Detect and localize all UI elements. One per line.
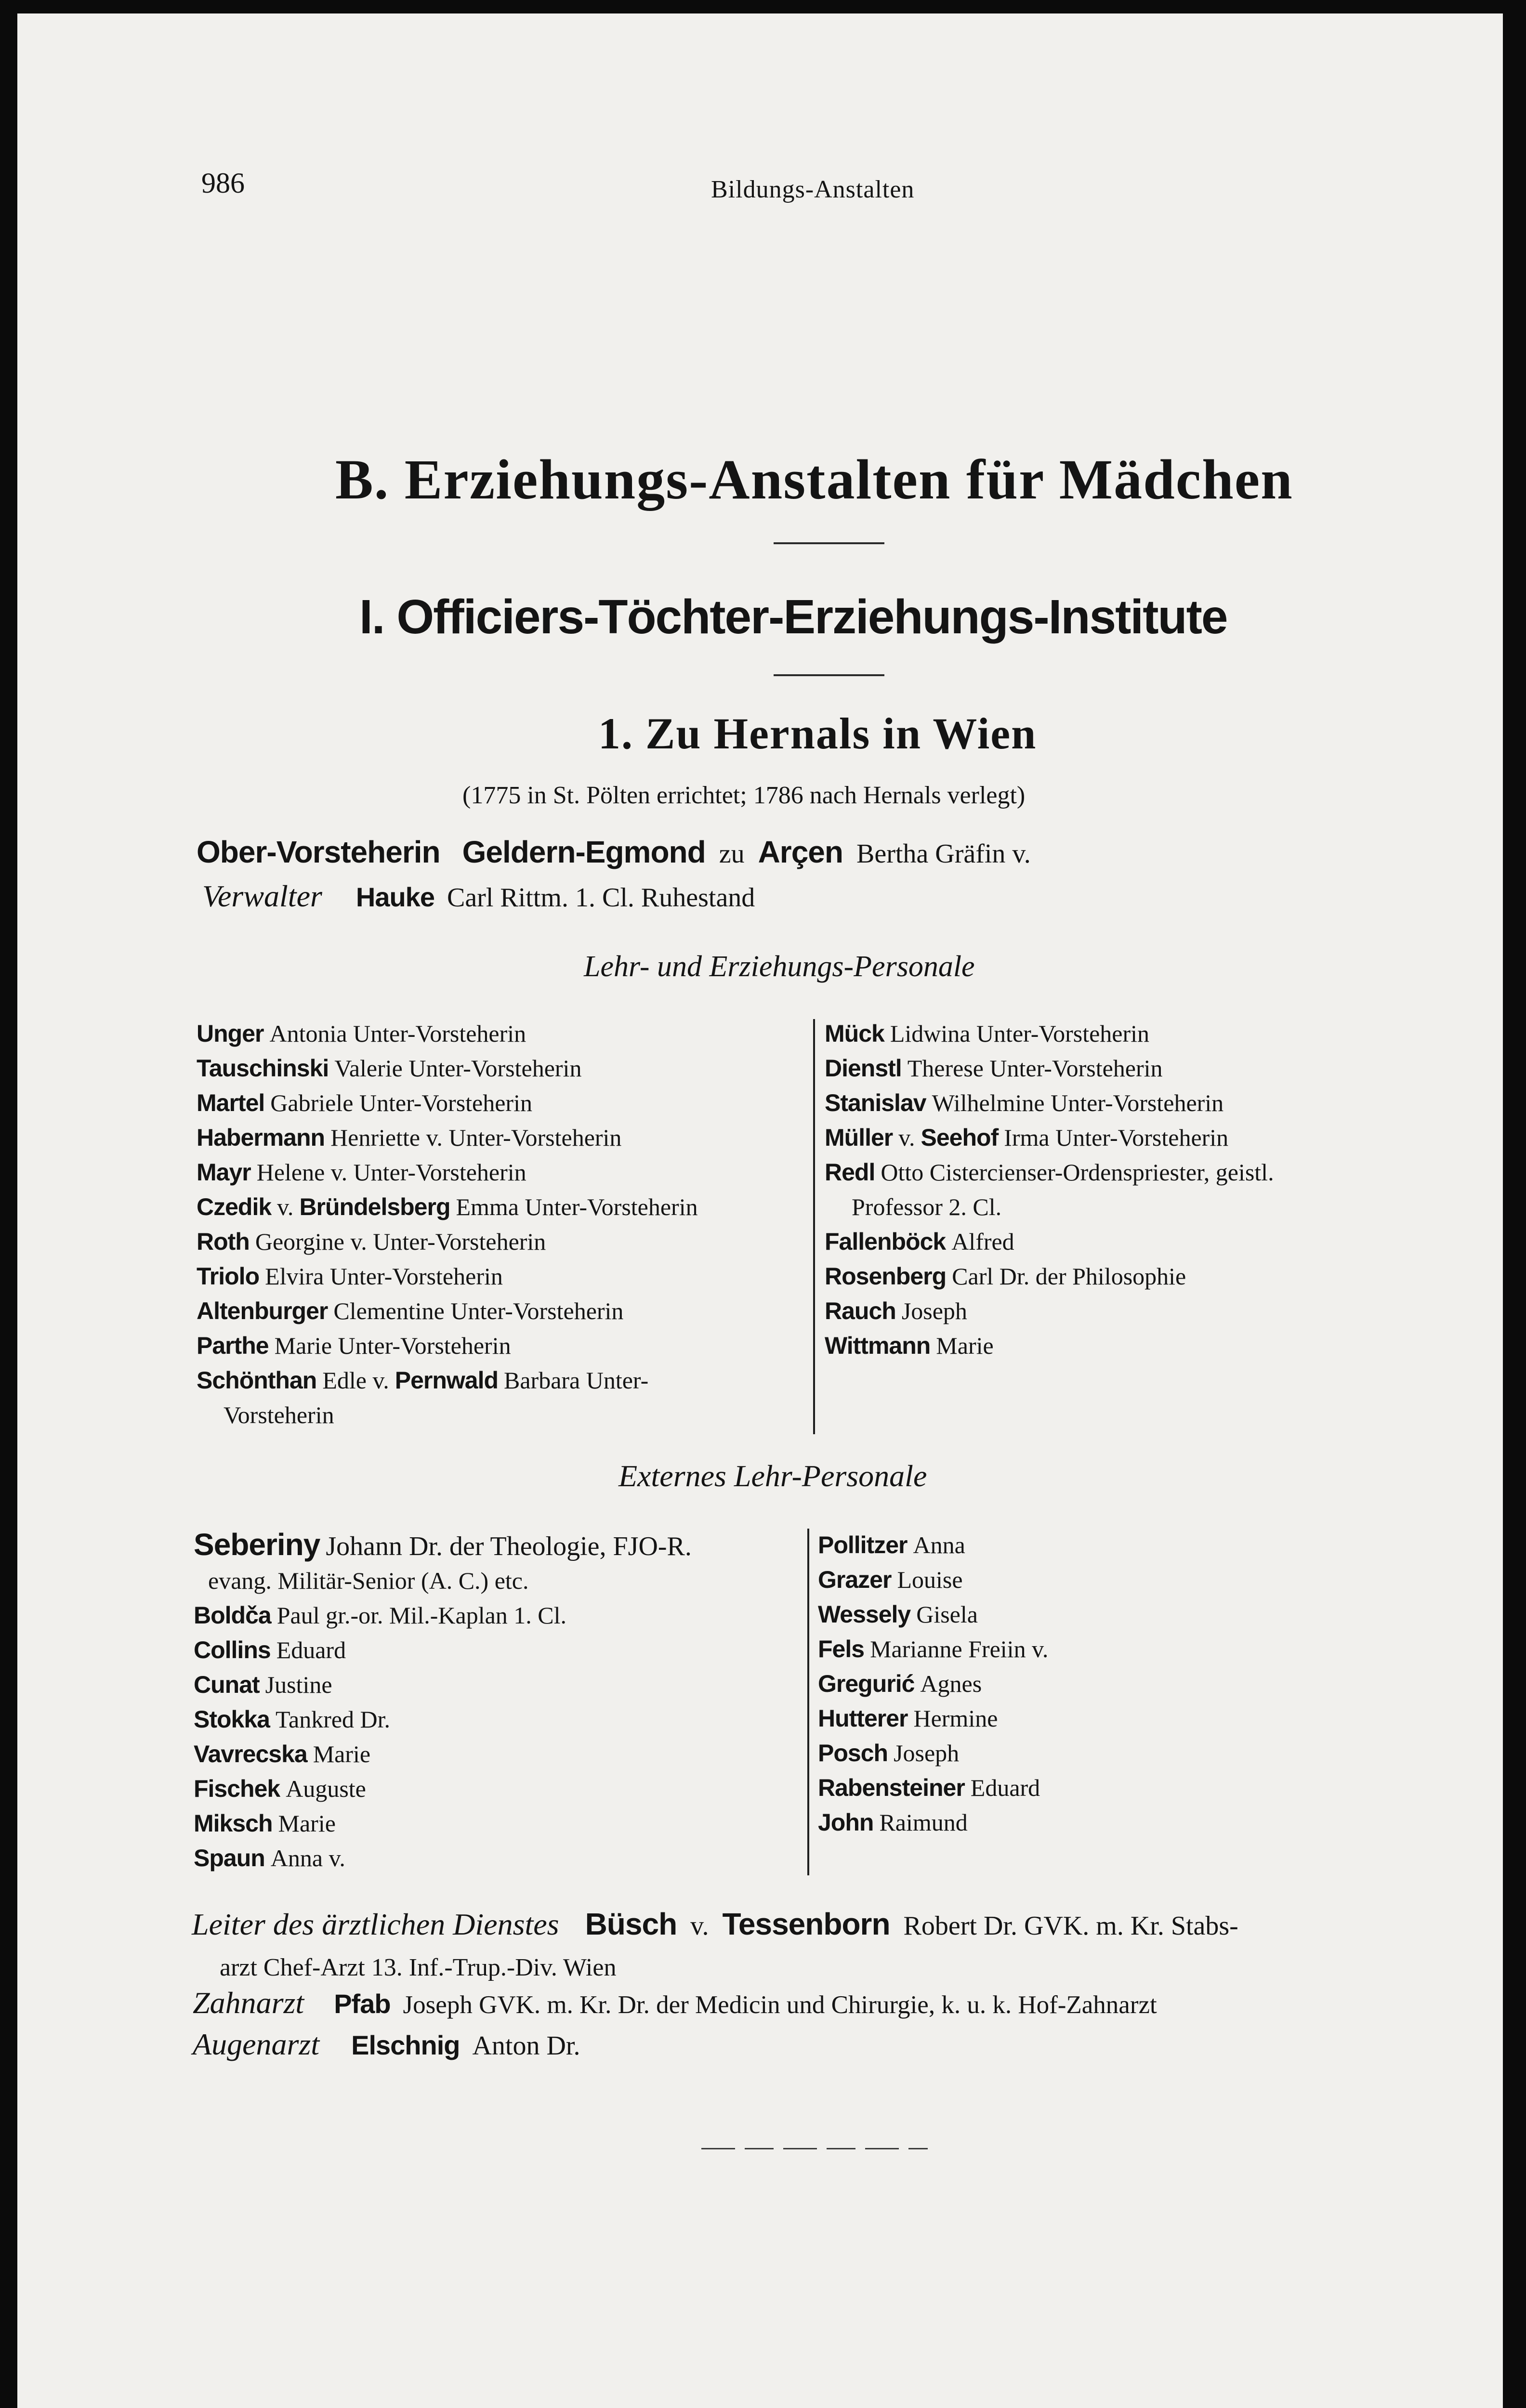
list-item	[818, 1531, 965, 1559]
list-item	[194, 1636, 346, 1664]
medical-cont-text: arzt Chef-Arzt 13. Inf.-Trup.-Div. Wien	[220, 1954, 617, 1981]
person-details: v.	[277, 1193, 294, 1220]
person-details: Raimund	[879, 1809, 968, 1836]
person-details: Elvira Unter-Vorsteherin	[265, 1263, 503, 1290]
person-name: Mück	[825, 1020, 884, 1047]
list-item	[197, 1158, 526, 1187]
person-details-second: Irma Unter-Vorsteherin	[1004, 1124, 1229, 1151]
person-details: Helene v. Unter-Vorsteherin	[256, 1159, 526, 1186]
person-details: Marie	[278, 1810, 336, 1837]
continuation-text: Professor 2. Cl.	[852, 1193, 1002, 1220]
medical-mid: v.	[690, 1911, 709, 1941]
verwalter-rest: Carl Rittm. 1. Cl. Ruhestand	[447, 883, 755, 913]
person-name-second: Seehof	[921, 1124, 999, 1151]
list-item	[197, 1123, 621, 1152]
person-details: Marie Unter-Vorsteherin	[274, 1332, 511, 1359]
person-name: Triolo	[197, 1263, 260, 1290]
person-name: Czedik	[197, 1193, 272, 1220]
list-item	[197, 1192, 698, 1221]
zahnarzt-line	[193, 1986, 1157, 2022]
person-details: Joseph	[894, 1740, 960, 1767]
subsection-divider	[774, 674, 884, 676]
person-name: Wittmann	[825, 1332, 931, 1359]
list-item	[194, 1774, 366, 1803]
person-details: Gabriele Unter-Vorsteherin	[270, 1089, 532, 1116]
list-item	[194, 1705, 390, 1734]
ober-label: Ober-Vorsteherin	[197, 835, 440, 869]
list-item	[825, 1054, 1163, 1083]
list-item	[825, 1158, 1274, 1187]
augenarzt-line	[193, 2028, 580, 2063]
list-item	[194, 1528, 692, 1563]
person-name: Grazer	[818, 1566, 892, 1593]
list-item	[194, 1844, 345, 1872]
institute-title: 1. Zu Hernals in Wien	[598, 709, 1037, 758]
title-divider	[774, 542, 884, 544]
person-details: Paul gr.-or. Mil.-Kaplan 1. Cl.	[276, 1602, 567, 1629]
person-name: Unger	[197, 1020, 264, 1047]
extern-column-divider	[807, 1529, 809, 1875]
list-item	[194, 1670, 332, 1699]
lehr-column-divider	[813, 1019, 815, 1434]
list-item	[197, 1262, 503, 1291]
ober-name2: Arçen	[758, 835, 843, 869]
medical-name: Büsch	[585, 1907, 677, 1941]
person-details-second: Emma Unter-Vorsteherin	[456, 1193, 698, 1220]
list-item	[825, 1262, 1186, 1291]
list-item	[208, 1566, 528, 1595]
list-item	[825, 1123, 1228, 1152]
section-title: B. Erziehungs-Anstalten für Mädchen	[335, 448, 1293, 511]
person-details: Marianne Freiin v.	[870, 1636, 1049, 1662]
zahnarzt-label: Zahnarzt	[193, 1986, 304, 2020]
running-title: Bildungs-Anstalten	[711, 176, 915, 203]
person-name: Seberiny	[194, 1527, 320, 1562]
list-item	[818, 1635, 1048, 1663]
person-details: Agnes	[920, 1670, 982, 1697]
person-name: Wessely	[818, 1601, 911, 1628]
continuation-text: evang. Militär-Senior (A. C.) etc.	[208, 1567, 529, 1594]
extern-heading: Externes Lehr-Personale	[618, 1459, 927, 1493]
ober-rest: Bertha Gräfin v.	[856, 839, 1031, 869]
subsection-title: I. Officiers-Töchter-Erziehungs-Institute	[359, 590, 1227, 644]
list-item	[852, 1192, 1001, 1221]
medical-cont	[220, 1953, 616, 1982]
person-name: Gregurić	[818, 1670, 915, 1697]
list-item	[197, 1366, 648, 1395]
medical-line	[192, 1907, 1238, 1943]
list-item	[224, 1400, 334, 1429]
person-name: Spaun	[194, 1845, 265, 1871]
list-item	[818, 1704, 998, 1733]
person-details: Carl Dr. der Philosophie	[952, 1263, 1186, 1290]
ober-vorsteherin-line	[197, 835, 1031, 871]
person-name: Rabensteiner	[818, 1774, 965, 1801]
person-name: Fischek	[194, 1775, 280, 1802]
person-details: Clementine Unter-Vorsteherin	[333, 1297, 624, 1324]
person-details: Justine	[265, 1671, 332, 1698]
person-name: Rauch	[825, 1297, 896, 1324]
person-name: Dienstl	[825, 1055, 902, 1082]
person-details: Marie	[313, 1741, 371, 1767]
person-details: Otto Cistercienser-Ordenspriester, geistl.	[881, 1159, 1274, 1186]
medical-name2: Tessenborn	[722, 1907, 890, 1941]
augenarzt-rest: Anton Dr.	[472, 2031, 580, 2061]
person-details: Joseph	[901, 1297, 967, 1324]
person-details: Marie	[936, 1332, 994, 1359]
list-item	[825, 1296, 967, 1325]
person-details: Wilhelmine Unter-Vorsteherin	[932, 1089, 1224, 1116]
person-name: Collins	[194, 1636, 271, 1663]
person-details: Gisela	[916, 1601, 978, 1628]
medical-rest: Robert Dr. GVK. m. Kr. Stabs-	[903, 1911, 1238, 1941]
person-name: Altenburger	[197, 1297, 328, 1324]
person-name: Habermann	[197, 1124, 325, 1151]
person-name: Fallenböck	[825, 1228, 946, 1255]
list-item	[825, 1088, 1223, 1117]
person-name-second: Pernwald	[395, 1367, 499, 1394]
list-item	[194, 1740, 370, 1768]
ober-name: Geldern-Egmond	[462, 835, 706, 869]
list-item	[825, 1331, 994, 1360]
verwalter-name: Hauke	[355, 882, 434, 912]
list-item	[197, 1227, 546, 1256]
person-details: Therese Unter-Vorsteherin	[907, 1055, 1163, 1082]
person-name: Stanislav	[825, 1089, 926, 1116]
person-details: Alfred	[951, 1228, 1014, 1255]
person-details: Auguste	[286, 1775, 366, 1802]
list-item	[197, 1088, 532, 1117]
person-name: Vavrecska	[194, 1741, 307, 1767]
augenarzt-name: Elschnig	[351, 2030, 460, 2060]
person-details: Anna v.	[270, 1845, 345, 1871]
list-item	[194, 1809, 336, 1838]
list-item	[825, 1227, 1014, 1256]
person-details: Tankred Dr.	[275, 1706, 391, 1733]
list-item	[818, 1773, 1040, 1802]
person-name: Cunat	[194, 1671, 260, 1698]
person-name: Schönthan	[197, 1367, 317, 1394]
person-details: Edle v.	[322, 1367, 389, 1394]
person-details: Anna	[913, 1531, 965, 1558]
continuation-text: Vorsteherin	[224, 1401, 334, 1428]
person-name: Boldča	[194, 1602, 271, 1629]
person-name: Pollitzer	[818, 1531, 908, 1558]
list-item	[197, 1296, 623, 1325]
person-details: Lidwina Unter-Vorsteherin	[890, 1020, 1150, 1047]
list-item	[818, 1739, 959, 1767]
person-name: Parthe	[197, 1332, 269, 1359]
person-name: Müller	[825, 1124, 893, 1151]
person-name: Miksch	[194, 1810, 273, 1837]
person-name: Fels	[818, 1636, 865, 1662]
person-name-second: Bründelsberg	[299, 1193, 450, 1220]
list-item	[197, 1054, 581, 1083]
person-details: Hermine	[913, 1705, 998, 1732]
page-number: 986	[201, 167, 245, 199]
list-item	[818, 1808, 968, 1837]
person-details: Johann Dr. der Theologie, FJO-R.	[326, 1531, 692, 1561]
person-name: Stokka	[194, 1706, 270, 1733]
list-item	[197, 1019, 526, 1048]
person-name: Martel	[197, 1089, 265, 1116]
person-details: Louise	[897, 1566, 963, 1593]
person-details: Antonia Unter-Vorsteherin	[269, 1020, 526, 1047]
ober-mid: zu	[719, 839, 745, 869]
list-item	[818, 1600, 978, 1629]
person-name: Redl	[825, 1159, 875, 1186]
person-name: Tauschinski	[197, 1055, 329, 1082]
person-name: Roth	[197, 1228, 250, 1255]
zahnarzt-name: Pfab	[334, 1989, 391, 2019]
person-details-second: Barbara Unter-	[504, 1367, 649, 1394]
person-details: Eduard	[970, 1774, 1040, 1801]
document-page	[17, 13, 1503, 2408]
person-details: Eduard	[276, 1636, 346, 1663]
list-item	[825, 1019, 1149, 1048]
lehr-heading: Lehr- und Erziehungs-Personale	[584, 950, 975, 983]
verwalter-line	[202, 879, 755, 915]
verwalter-label: Verwalter	[202, 879, 322, 913]
person-details: Georgine v. Unter-Vorsteherin	[255, 1228, 546, 1255]
list-item	[197, 1331, 511, 1360]
list-item	[194, 1601, 566, 1630]
person-name: Mayr	[197, 1159, 251, 1186]
zahnarzt-rest: Joseph GVK. m. Kr. Dr. der Medicin und Chirurgie, k. u. k. Hof-Zahnarzt	[403, 1991, 1157, 2019]
person-name: Posch	[818, 1740, 888, 1767]
list-item	[818, 1565, 963, 1594]
person-name: Rosenberg	[825, 1263, 947, 1290]
person-details: Valerie Unter-Vorsteherin	[334, 1055, 582, 1082]
person-details: Henriette v. Unter-Vorsteherin	[330, 1124, 622, 1151]
person-details: v.	[898, 1124, 915, 1151]
person-name: Hutterer	[818, 1705, 908, 1732]
institute-note: (1775 in St. Pölten errichtet; 1786 nach Hernals verlegt)	[462, 782, 1026, 809]
list-item	[818, 1669, 982, 1698]
person-name: John	[818, 1809, 874, 1836]
medical-label: Leiter des ärztlichen Dienstes	[192, 1907, 559, 1941]
augenarzt-label: Augenarzt	[193, 2027, 320, 2061]
